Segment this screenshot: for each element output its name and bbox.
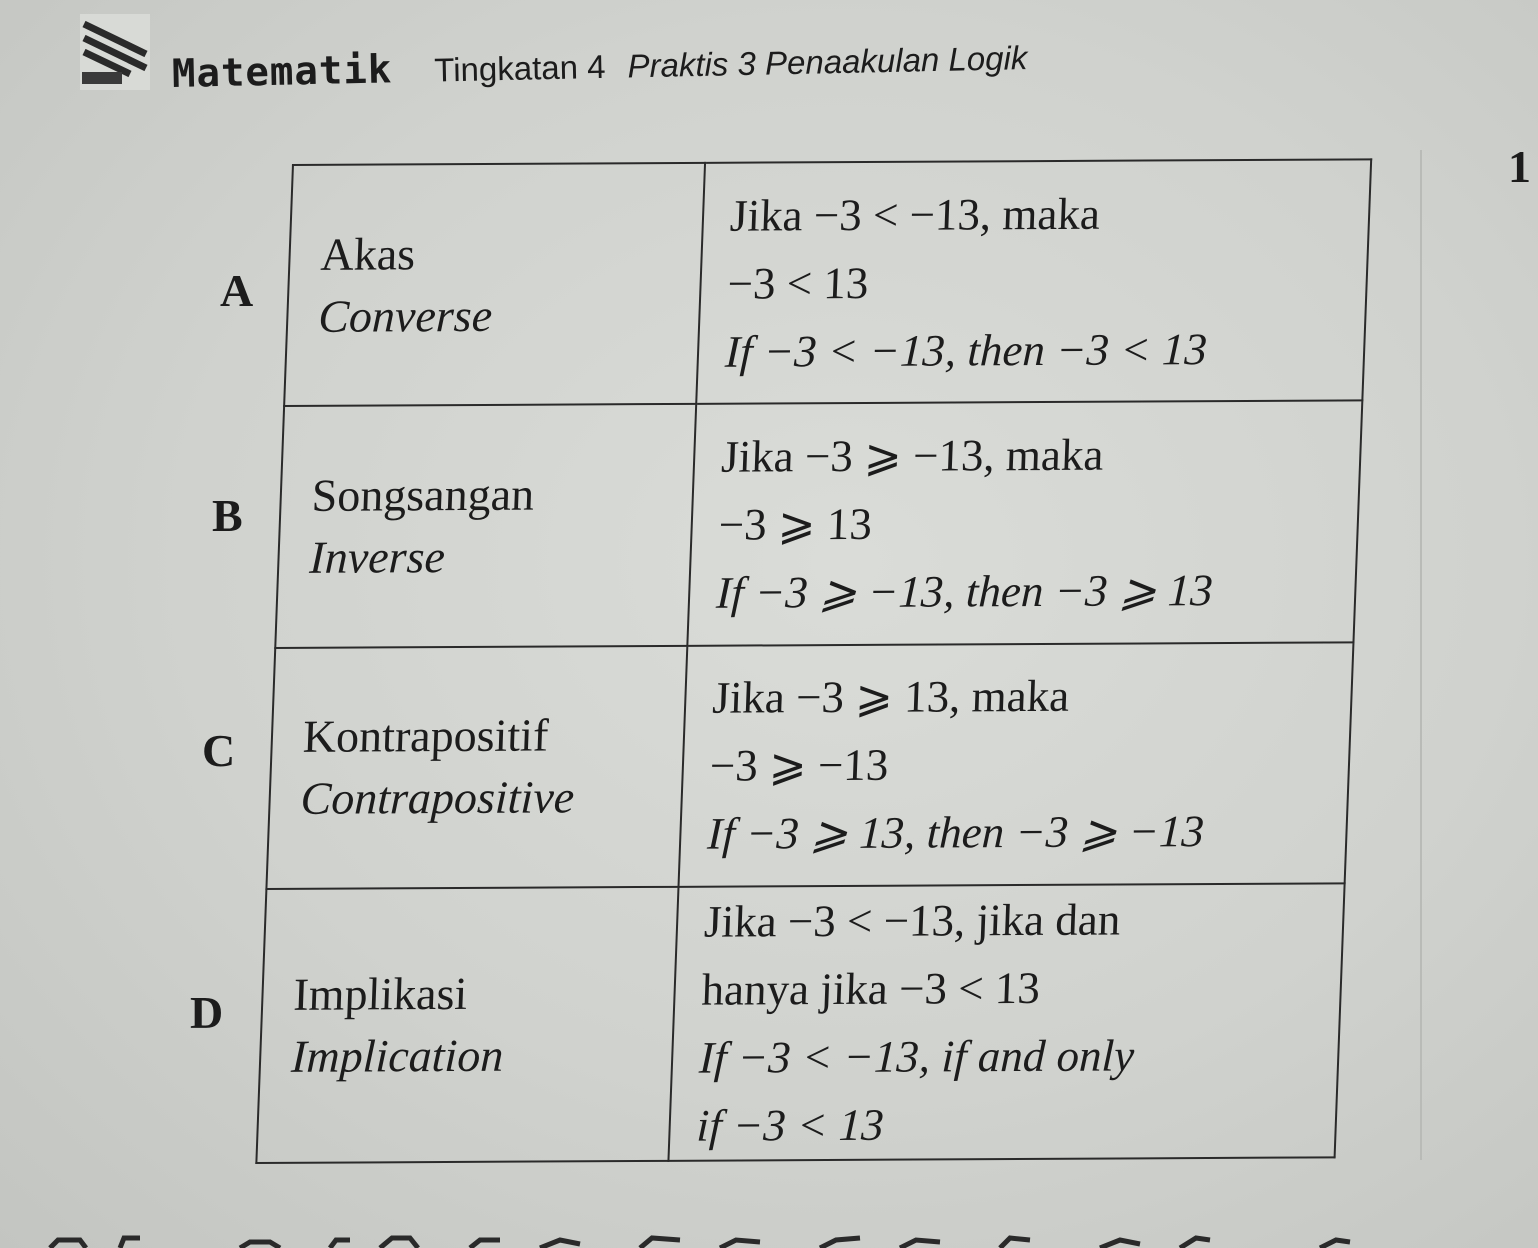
term-english: Inverse xyxy=(308,531,446,583)
options-table xyxy=(255,158,1372,1164)
statement-english: If −3 ⩾ −13, then −3 ⩾ 13 xyxy=(715,565,1214,618)
term-malay: Kontrapositif xyxy=(302,709,550,763)
table-row xyxy=(256,883,1344,1163)
statement-line: −3 < 13 xyxy=(726,257,870,309)
statement-english: If −3 < −13, then −3 < 13 xyxy=(724,323,1208,377)
statement-cell xyxy=(668,883,1344,1160)
term-malay: Implikasi xyxy=(292,967,469,1020)
statement-english: If −3 ⩾ 13, then −3 ⩾ −13 xyxy=(706,806,1205,860)
term-english: Converse xyxy=(317,289,494,342)
term-malay: Akas xyxy=(319,227,417,280)
cut-off-next-line xyxy=(0,1222,1538,1248)
option-letter-c: C xyxy=(202,725,236,776)
term-cell xyxy=(256,887,678,1163)
header-form: Tingkatan 4 xyxy=(433,47,606,89)
statement-line: hanya jika −3 < 13 xyxy=(700,962,1041,1015)
term-malay: Songsangan xyxy=(310,468,536,521)
options-table-wrap xyxy=(255,158,1372,1164)
term-cell xyxy=(275,404,696,647)
table-row xyxy=(266,642,1353,889)
statement-english: if −3 < 13 xyxy=(695,1099,885,1151)
statement-english: If −3 < −13, if and only xyxy=(698,1030,1136,1083)
option-letter-a: A xyxy=(220,265,254,316)
table-row xyxy=(275,401,1362,648)
option-letter-b: B xyxy=(212,490,243,541)
term-english: Contrapositive xyxy=(299,771,576,825)
option-letter-d: D xyxy=(190,987,224,1038)
statement-cell xyxy=(696,159,1371,404)
page-header xyxy=(172,34,1028,97)
statement-cell xyxy=(678,642,1353,887)
margin-rule xyxy=(1420,150,1422,1160)
statement-line: Jika −3 ⩾ 13, maka xyxy=(711,671,1071,724)
statement-line: −3 ⩾ 13 xyxy=(717,498,873,550)
publisher-logo-icon xyxy=(80,14,150,90)
header-subject: Matematik xyxy=(171,47,393,97)
header-topic: Praktis 3 Penaakulan Logik xyxy=(627,39,1028,85)
statement-line: Jika −3 < −13, maka xyxy=(729,188,1101,241)
term-english: Implication xyxy=(290,1029,505,1082)
statement-cell xyxy=(687,401,1362,646)
term-cell xyxy=(284,163,705,406)
statement-line: Jika −3 < −13, jika dan xyxy=(703,894,1122,947)
page-number: 1 xyxy=(1508,141,1531,192)
table-row xyxy=(284,159,1371,406)
statement-line: Jika −3 ⩾ −13, maka xyxy=(720,429,1105,482)
term-cell xyxy=(266,645,687,888)
statement-line: −3 ⩾ −13 xyxy=(709,740,890,792)
